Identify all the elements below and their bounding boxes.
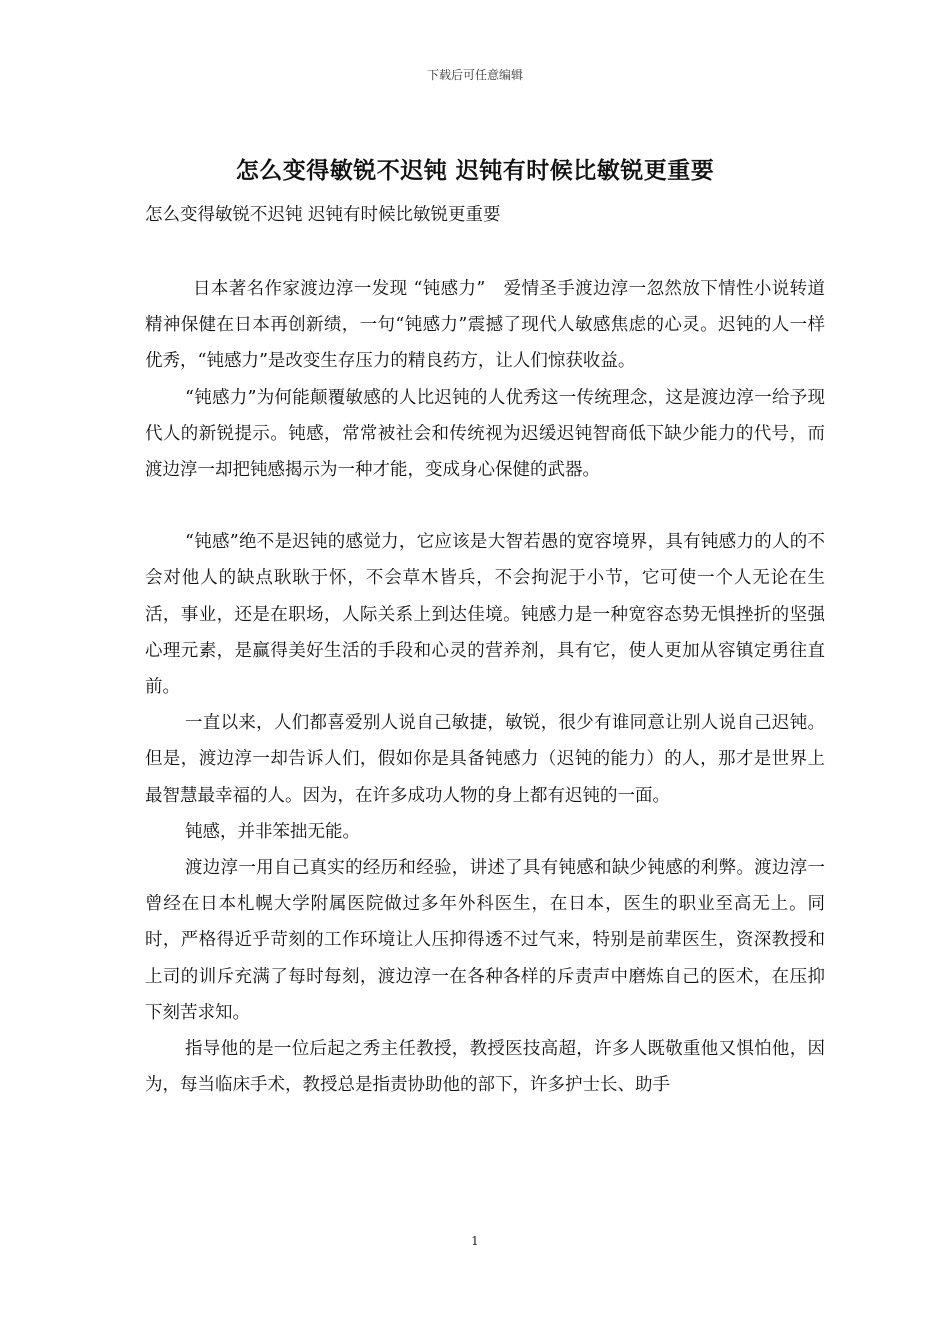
document-title: 怎么变得敏锐不迟钝 迟钝有时候比敏锐更重要 (235, 157, 715, 184)
paragraph-1: 日本著名作家渡边淳一发现 “钝感力” 爱情圣手渡边淳一忽然放下情性小说转道精神保健在日本再创新绩，一句“钝感力”震撼了现代人敏感焦虑的心灵。迟钝的人一样优秀，“钝感力”是改变生存压力的精良药方，让人们惊获收益。 (145, 279, 825, 372)
paragraph-6: 渡边淳一用自己真实的经历和经验，讲述了具有钝感和缺少钝感的利弊。渡边淳一曾经在日本札幌大学附属医院做过多年外科医生，在日本，医生的职业至高无上。同时，严格得近乎苛刻的工作环境让人压抑得透不过气来，特别是前辈医生，资深教授和上司的训斥充满了每时每刻，渡边淳一在各种各样的斥责声中磨炼自己的医术，在压抑下刻苦求知。 (145, 858, 825, 1023)
paragraph-3: “钝感”绝不是迟钝的感觉力，它应该是大智若愚的宽容境界，具有钝感力的人的不会对他人的缺点耿耿于怀，不会草木皆兵，不会拘泥于小节，它可使一个人无论在生活，事业，还是在职场，人际关系上到达佳境。钝感力是一种宽容态势无惧挫折的坚强心理元素，是赢得美好生活的手段和心灵的营养剂，具有它，使人更加从容镇定勇往直前。 (145, 532, 825, 698)
page-number: 1 (471, 1234, 479, 1248)
header-note: 下载后可任意编辑 (426, 68, 523, 82)
document-subtitle: 怎么变得敏锐不迟钝 迟钝有时候比敏锐更重要 (145, 205, 501, 225)
paragraph-2: “钝感力”为何能颠覆敏感的人比迟钝的人优秀这一传统理念，这是渡边淳一给予现代人的新锐提示。钝感，常常被社会和传统视为迟缓迟钝智商低下缺少能力的代号，而渡边淳一却把钝感揭示为一种才能，变成身心保健的武器。 (145, 387, 825, 481)
paragraph-4: 一直以来，人们都喜爱别人说自己敏捷，敏锐，很少有谁同意让别人说自己迟钝。但是，渡边淳一却告诉人们，假如你是具备钝感力（迟钝的能力）的人，那才是世界上最智慧最幸福的人。因为，在许多成功人物的身上都有迟钝的一面。 (145, 713, 825, 806)
article-body (145, 271, 825, 1103)
paragraph-gap (145, 488, 825, 524)
paragraph-5: 钝感，并非笨拙无能。 (185, 821, 360, 842)
paragraph-7: 指导他的是一位后起之秀主任教授，教授医技高超，许多人既敬重他又惧怕他，因为，每当临床手术，教授总是指责协助他的部下，许多护士长、助手 (145, 1039, 825, 1096)
